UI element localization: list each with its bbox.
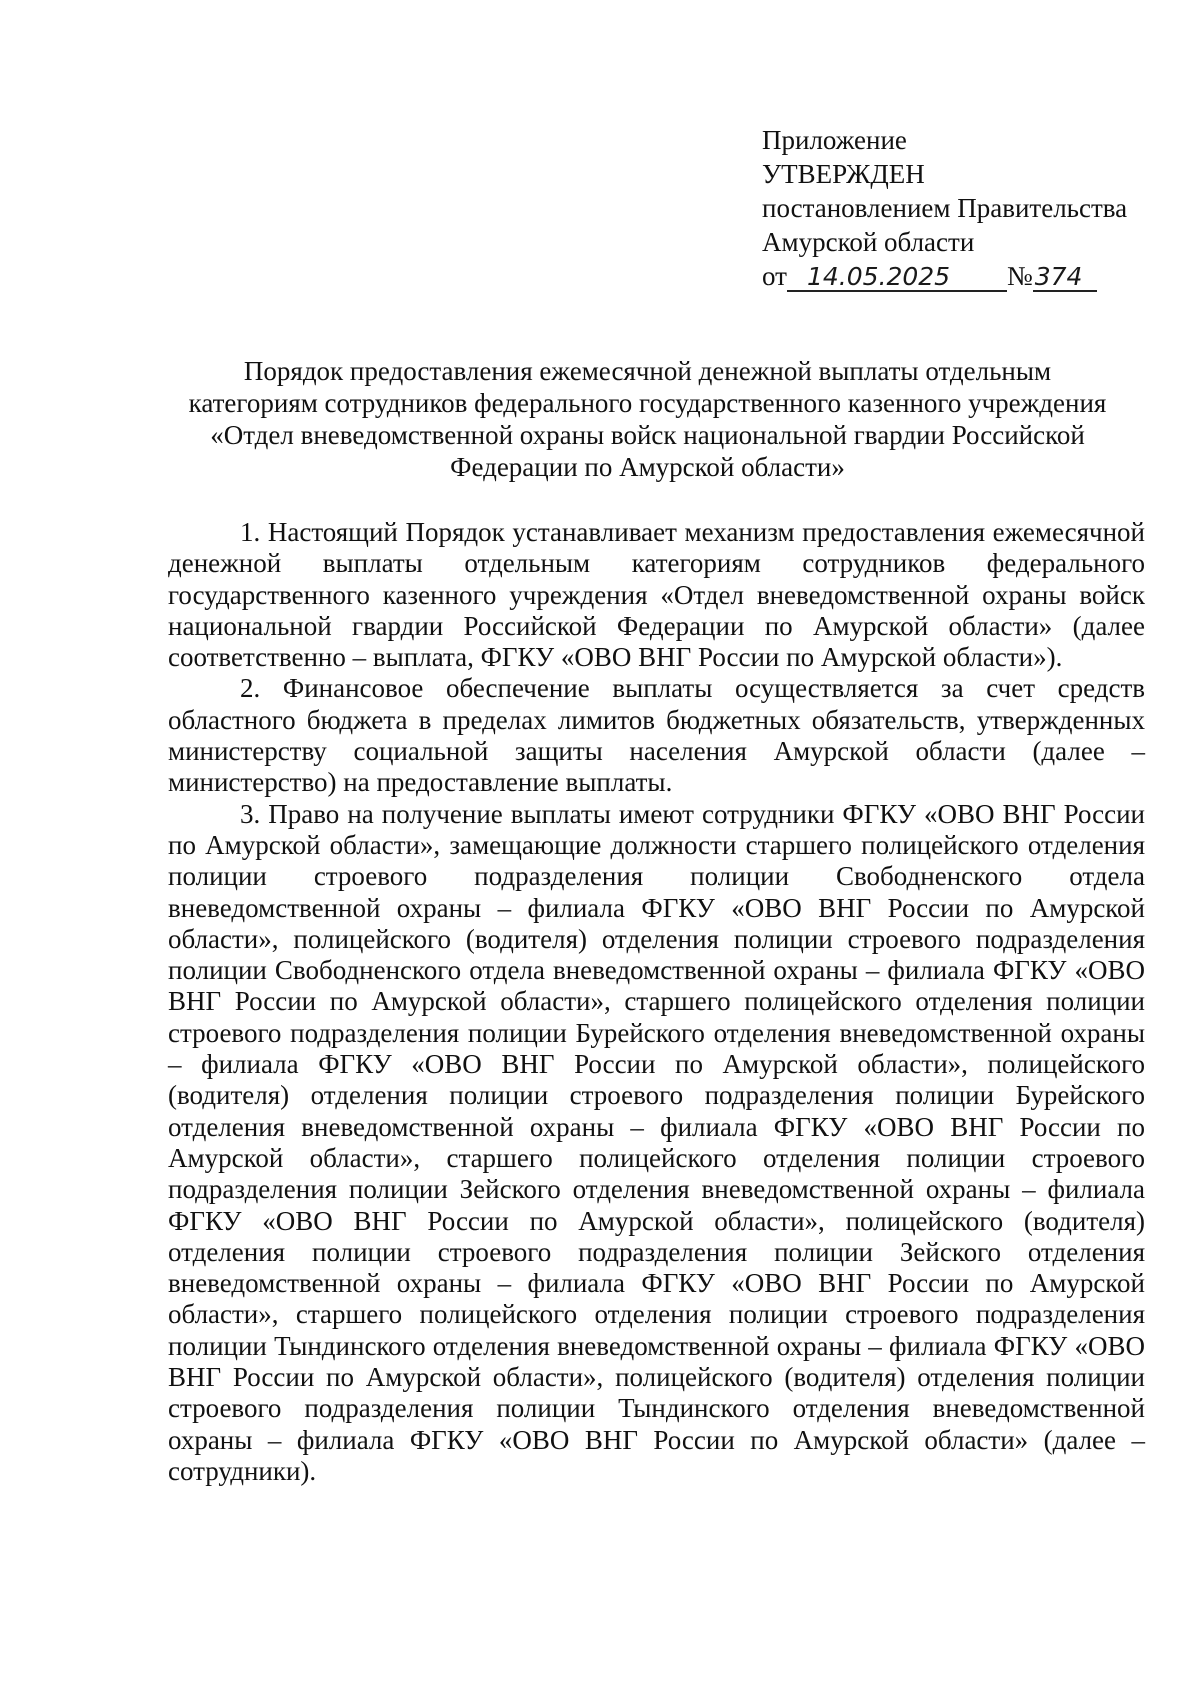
- approval-stamp-block: [762, 123, 1162, 293]
- date-number-line: [762, 259, 1162, 293]
- title-line: Федерации по Амурской области»: [450, 452, 845, 482]
- paragraph-3: 3. Право на получение выплаты имеют сотрудники ФГКУ «ОВО ВНГ России по Амурской области», замещающие должности старшего полицейского отделения полиции строевого подразделения полиции Свободненского отдела вневедомственной охраны – филиала ФГКУ «ОВО ВНГ России по Амурской области», полицейского (водителя) отделения полиции строевого подразделения полиции Свободненского отдела вневедомственной охраны – филиала ФГКУ «ОВО ВНГ России по Амурской области», старшего полицейского отделения полиции строевого подразделения полиции Бурейского отделения вневедомственной охраны – филиала ФГКУ «ОВО ВНГ России по Амурской области», полицейского (водителя) отделения полиции строевого подразделения полиции Бурейского отделения вневедомственной охраны – филиала ФГКУ «ОВО ВНГ России по Амурской области», старшего полицейского отделения полиции строевого подразделения полиции Зейского отделения вневедомственной охраны – филиала ФГКУ «ОВО ВНГ России по Амурской области», полицейского (водителя) отделения полиции строевого подразделения полиции Зейского отделения вневедомственной охраны – филиала ФГКУ «ОВО ВНГ России по Амурской области», старшего полицейского отделения полиции строевого подразделения полиции Тындинского отделения вневедомственной охраны – филиала ФГКУ «ОВО ВНГ России по Амурской области», полицейского (водителя) отделения полиции строевого подразделения полиции Тындинского отделения вневедомственной охраны – филиала ФГКУ «ОВО ВНГ России по Амурской области» (далее – сотрудники).: [168, 798, 1145, 1486]
- title-line: категориям сотрудников федерального государственного казенного учреждения: [188, 388, 1107, 418]
- date-prefix: от: [762, 261, 787, 291]
- paragraph-1: 1. Настоящий Порядок устанавливает механизм предоставления ежемесячной денежной выплаты отдельным категориям сотрудников федерального государственного казенного учреждения «Отдел вневедомственной охраны войск национальной гвардии Российской Федерации по Амурской области» (далее соответственно – выплата, ФГКУ «ОВО ВНГ России по Амурской области»).: [168, 517, 1145, 673]
- document-title: [150, 355, 1145, 483]
- appendix-label: Приложение: [762, 125, 907, 155]
- approved-label: УТВЕРЖДЕН: [762, 159, 925, 189]
- document-body: [168, 517, 1145, 1487]
- paragraph-2: 2. Финансовое обеспечение выплаты осуществляется за счет средств областного бюджета в пределах лимитов бюджетных обязательств, утвержденных министерству социальной защиты населения Амурской области (далее – министерство) на предоставление выплаты.: [168, 673, 1145, 798]
- handwritten-date: 14.05.2025: [787, 264, 1007, 292]
- title-line: «Отдел вневедомственной охраны войск национальной гвардии Российской: [210, 420, 1085, 450]
- number-prefix: №: [1006, 261, 1033, 291]
- resolution-label: постановлением Правительства: [762, 193, 1128, 223]
- title-line: Порядок предоставления ежемесячной денежной выплаты отдельным: [243, 356, 1052, 386]
- handwritten-number: 374: [1033, 264, 1097, 292]
- region-label: Амурской области: [762, 227, 975, 257]
